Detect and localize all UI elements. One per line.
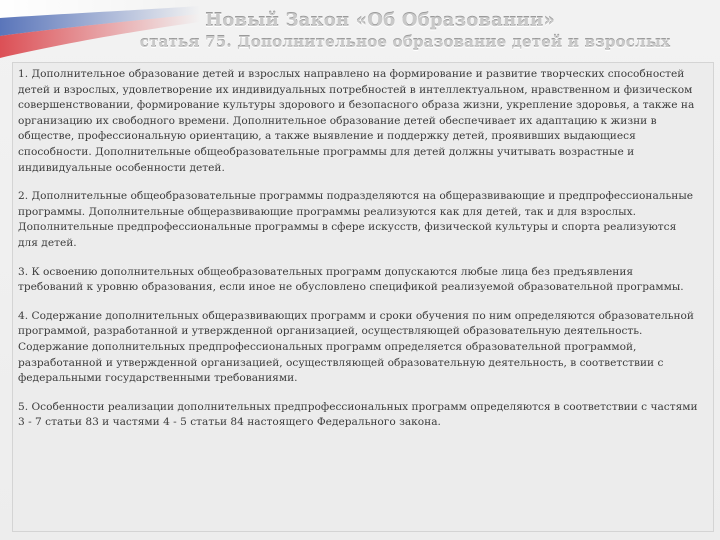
paragraph-4: 4. Содержание дополнительных общеразвивающих программ и сроки обучения по ним определяются образовательной программой, разработанной и утвержденной организацией, осуществляющей образовательную деятельность. Содержание дополнительных предпрофессиональных программ определяется образовательной программой, разработанной и утвержденной организацией, осуществляющей образовательную деятельность, в соответствии с федеральными государственными требованиями.	[18, 309, 694, 385]
paragraph-3: 3. К освоению дополнительных общеобразовательных программ допускаются любые лица без предъявления требований к уровню образования, если иное не обусловлено спецификой реализуемой образовательной программы.	[18, 265, 684, 294]
paragraph-2: 2. Дополнительные общеобразовательные программы подразделяются на общеразвивающие и предпрофессиональные программы. Дополнительные общеразвивающие программы реализуются как для детей, так и для взрослых. Дополнительные предпрофессиональные программы в сфере искусств, физической культуры и спорта реализуются для детей.	[18, 190, 694, 249]
slide-title: Новый Закон «Об Образовании»	[205, 10, 555, 31]
slide-header	[0, 10, 720, 52]
slide-subtitle: статья 75. Дополнительное образование детей и взрослых	[139, 33, 671, 51]
paragraph-5: 5. Особенности реализации дополнительных предпрофессиональных программ определяются в соответствии с частями 3 - 7 статьи 83 и частями 4 - 5 статьи 84 настоящего Федерального закона.	[18, 400, 698, 429]
text-panel	[12, 62, 714, 532]
paragraph-1: 1. Дополнительное образование детей и взрослых направлено на формирование и развитие творческих способностей детей и взрослых, удовлетворение их индивидуальных потребностей в интеллектуальном, нравственном и физическом совершенствовании, формирование культуры здорового и безопасного образа жизни, укрепление здоровья, а также на организацию их свободного времени. Дополнительное образование детей обеспечивает их адаптацию к жизни в обществе, профессиональную ориентацию, а также выявление и поддержку детей, проявивших выдающиеся способности. Дополнительные общеобразовательные программы для детей должны учитывать возрастные и индивидуальные особенности детей.	[18, 68, 695, 174]
